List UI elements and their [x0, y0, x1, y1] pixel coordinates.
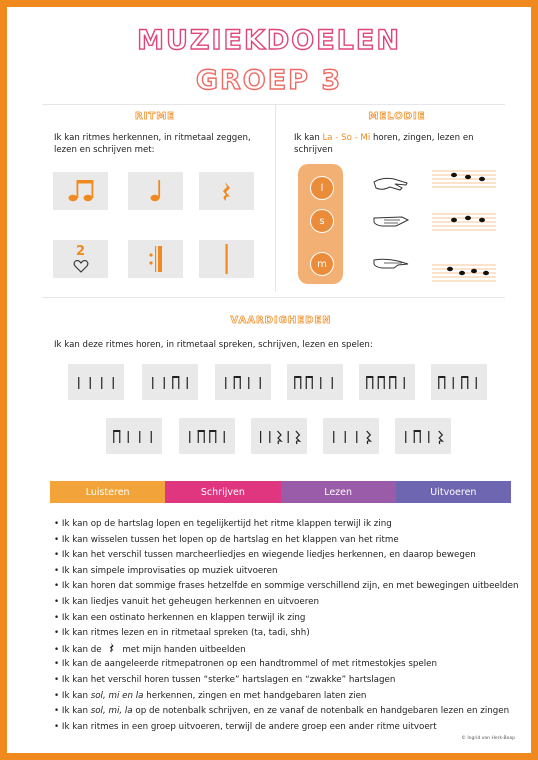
divider-middle [42, 297, 505, 298]
rhythm-pattern [106, 418, 162, 454]
mi-hand-sign-icon [372, 256, 410, 272]
tadi-sticks [378, 377, 385, 389]
quarter-rest-icon [108, 642, 116, 653]
rhythm-pattern [359, 364, 415, 400]
tadi-sticks [438, 377, 445, 389]
melodie-text [294, 132, 499, 156]
rest-symbol [278, 431, 282, 444]
staff-so-la-so [432, 212, 496, 234]
goal-text: Ik kan ritmes lezen en in ritmetaal spreken (ta, tadi, shh) [61, 628, 310, 639]
solfege-ladder [298, 164, 343, 284]
goal-text: Ik kan ritmes in een groep uitvoeren, terwijl de andere groep een ander ritme uitvoert [61, 721, 437, 732]
tadi-sticks [461, 377, 468, 389]
rhythm-pattern [287, 364, 343, 400]
card-quarter-rest [199, 172, 254, 210]
heart-icon [73, 259, 89, 273]
eighth-notes-icon [67, 178, 95, 204]
goal-item: • Ik kan ritmes in een groep uitvoeren, terwijl de andere groep een ander ritme uitvoert [54, 721, 437, 732]
card-eighth-notes [53, 172, 108, 210]
goal-item: • Ik kan de aangeleerde ritmepatronen op een handtrommel of met ritmestokjes spelen [54, 659, 437, 670]
barline-icon [224, 244, 230, 274]
goal-item: • Ik kan een ostinato herkennen en klappen terwijl ik zing [54, 612, 306, 623]
card-time-signature [53, 240, 108, 278]
tadi-sticks [366, 377, 373, 389]
goal-text: Ik kan [61, 706, 91, 717]
tadi-sticks [414, 431, 421, 443]
card-repeat-sign [128, 240, 183, 278]
so-hand-sign-icon [372, 213, 410, 229]
goal-item: • Ik kan sol, mi, la op de notenbalk schrijven, en ze vanaf de notenbalk en handgebaren lezen en zingen [54, 706, 510, 717]
rhythm-card [215, 364, 271, 400]
rhythm-card [359, 364, 415, 400]
goal-item: • Ik kan het verschil horen tussen “sterke” hartslagen en “zwakke” hartslagen [54, 674, 396, 685]
tadi-sticks [113, 431, 120, 443]
rhythm-card [251, 418, 307, 454]
melodie-text-suffix: horen, zingen, lezen en schrijven [294, 133, 474, 155]
tadi-sticks [234, 377, 241, 389]
rhythm-pattern [215, 364, 271, 400]
goal-item: • Ik kan ritmes lezen en in ritmetaal spreken (ta, tadi, shh) [54, 628, 310, 639]
tadi-sticks [209, 431, 216, 443]
rhythm-card [142, 364, 198, 400]
rhythm-card [179, 418, 235, 454]
tadi-sticks [198, 431, 205, 443]
la-hand-sign-icon [372, 174, 410, 194]
quarter-note-icon [149, 178, 163, 204]
goal-text: Ik kan het verschil tussen marcheerliedjes en wiegende liedjes herkennen, en daarop bewegen [61, 550, 476, 561]
rhythm-pattern [142, 364, 198, 400]
rhythm-card [431, 364, 487, 400]
rhythm-pattern [68, 364, 124, 400]
syllable-mi: m [310, 252, 334, 276]
divider-vertical [275, 104, 276, 292]
rhythm-card [395, 418, 451, 454]
credit: © Ingrid van Herk-Boap [461, 736, 515, 741]
goal-item: • Ik kan sol, mi en la herkennen, zingen en met handgebaren laten zien [54, 690, 367, 701]
goal-text: Ik kan liedjes vanuit het geheugen herkennen en uitvoeren [61, 596, 319, 607]
goal-text-italic: sol, mi en la [90, 690, 144, 701]
time-signature-top: 2 [75, 244, 86, 259]
tadi-sticks [389, 377, 396, 389]
vaardigheden-text: Ik kan deze ritmes horen, in ritmetaal spreken, schrijven, lezen en spelen: [54, 340, 373, 350]
skill-tabs [50, 481, 511, 503]
tadi-sticks [294, 377, 301, 389]
melodie-text-prefix: Ik kan [294, 133, 323, 143]
goal-text: met mijn handen uitbeelden [122, 644, 246, 655]
goal-text: Ik kan de aangeleerde ritmepatronen op een handtrommel of met ritmestokjes spelen [61, 659, 437, 670]
rhythm-pattern [395, 418, 451, 454]
rhythm-pattern [179, 418, 235, 454]
card-quarter-note [128, 172, 183, 210]
goal-item: • Ik kan wisselen tussen het lopen op de hartslag en het klappen van het ritme [54, 534, 399, 545]
title-line-2: GROEP 3 [195, 65, 343, 96]
goal-item: • Ik kan simpele improvisaties op muziek uitvoeren [54, 565, 278, 576]
title-line-1: MUZIEKDOELEN [137, 25, 401, 56]
tadi-sticks [306, 377, 313, 389]
divider-top [42, 104, 505, 105]
rhythm-card [287, 364, 343, 400]
ritme-heading: RITME [134, 111, 176, 122]
rhythm-pattern [431, 364, 487, 400]
goal-text: Ik kan het verschil horen tussen “sterke” hartslagen en “zwakke” hartslagen [61, 674, 396, 685]
tab-lezen: Lezen [281, 481, 396, 503]
goal-text: Ik kan de [61, 644, 105, 655]
staff-la-so-mi [432, 169, 496, 191]
goal-item: • Ik kan op de hartslag lopen en tegelijkertijd het ritme klappen terwijl ik zing [54, 519, 392, 529]
goal-text-italic: sol, mi, la [90, 706, 133, 717]
ritme-text: Ik kan ritmes herkennen, in ritmetaal zeggen, lezen en schrijven met: [54, 133, 251, 155]
card-barline [199, 240, 254, 278]
rhythm-card [106, 418, 162, 454]
melodie-text-notes: La - So - Mi [322, 133, 371, 143]
rhythm-card [68, 364, 124, 400]
repeat-sign-icon [148, 245, 164, 273]
goal-item: • Ik kan liedjes vanuit het geheugen herkennen en uitvoeren [54, 596, 319, 607]
goal-text: Ik kan een ostinato herkennen en klappen terwijl ik zing [61, 612, 306, 623]
goals-list [54, 517, 519, 735]
rhythm-card [323, 418, 379, 454]
melodie-heading: MELODIE [368, 111, 426, 122]
vaardigheden-heading: VAARDIGHEDEN [230, 315, 332, 326]
goal-text: herkennen, zingen en met handgebaren laten zien [143, 690, 367, 701]
goal-text: Ik kan horen dat sommige frases hetzelfde en sommige verschillend zijn, en met bewegingen uitbeelden [61, 581, 519, 592]
goal-text: Ik kan wisselen tussen het lopen op de hartslag en het klappen van het ritme [61, 534, 399, 545]
goal-item: • Ik kan horen dat sommige frases hetzelfde en sommige verschillend zijn, en met bewegingen uitbeelden [54, 581, 519, 592]
rest-symbol [439, 431, 443, 444]
rhythm-pattern [251, 418, 307, 454]
goal-text: Ik kan simpele improvisaties op muziek uitvoeren [61, 565, 278, 576]
syllable-la: l [310, 176, 334, 200]
tab-schrijven: Schrijven [165, 481, 280, 503]
tab-luisteren: Luisteren [50, 481, 165, 503]
tadi-sticks [172, 377, 179, 389]
goal-item: • Ik kan het verschil tussen marcheerliedjes en wiegende liedjes herkennen, en daarop bewegen [54, 550, 476, 561]
syllable-so: s [310, 209, 334, 233]
rest-symbol [367, 431, 371, 444]
rest-symbol [296, 431, 300, 444]
goal-item: • Ik kan de met mijn handen uitbeelden [54, 642, 519, 658]
rhythm-pattern [323, 418, 379, 454]
tab-uitvoeren: Uitvoeren [396, 481, 511, 503]
goal-text: Ik kan [61, 690, 91, 701]
goal-text: Ik kan op de hartslag lopen en tegelijkertijd het ritme klappen terwijl ik zing [61, 519, 392, 529]
goal-text: op de notenbalk schrijven, en ze vanaf de notenbalk en handgebaren lezen en zingen [132, 706, 510, 717]
staff-so-mi-so-mi [432, 263, 496, 285]
quarter-rest-icon [220, 180, 234, 202]
